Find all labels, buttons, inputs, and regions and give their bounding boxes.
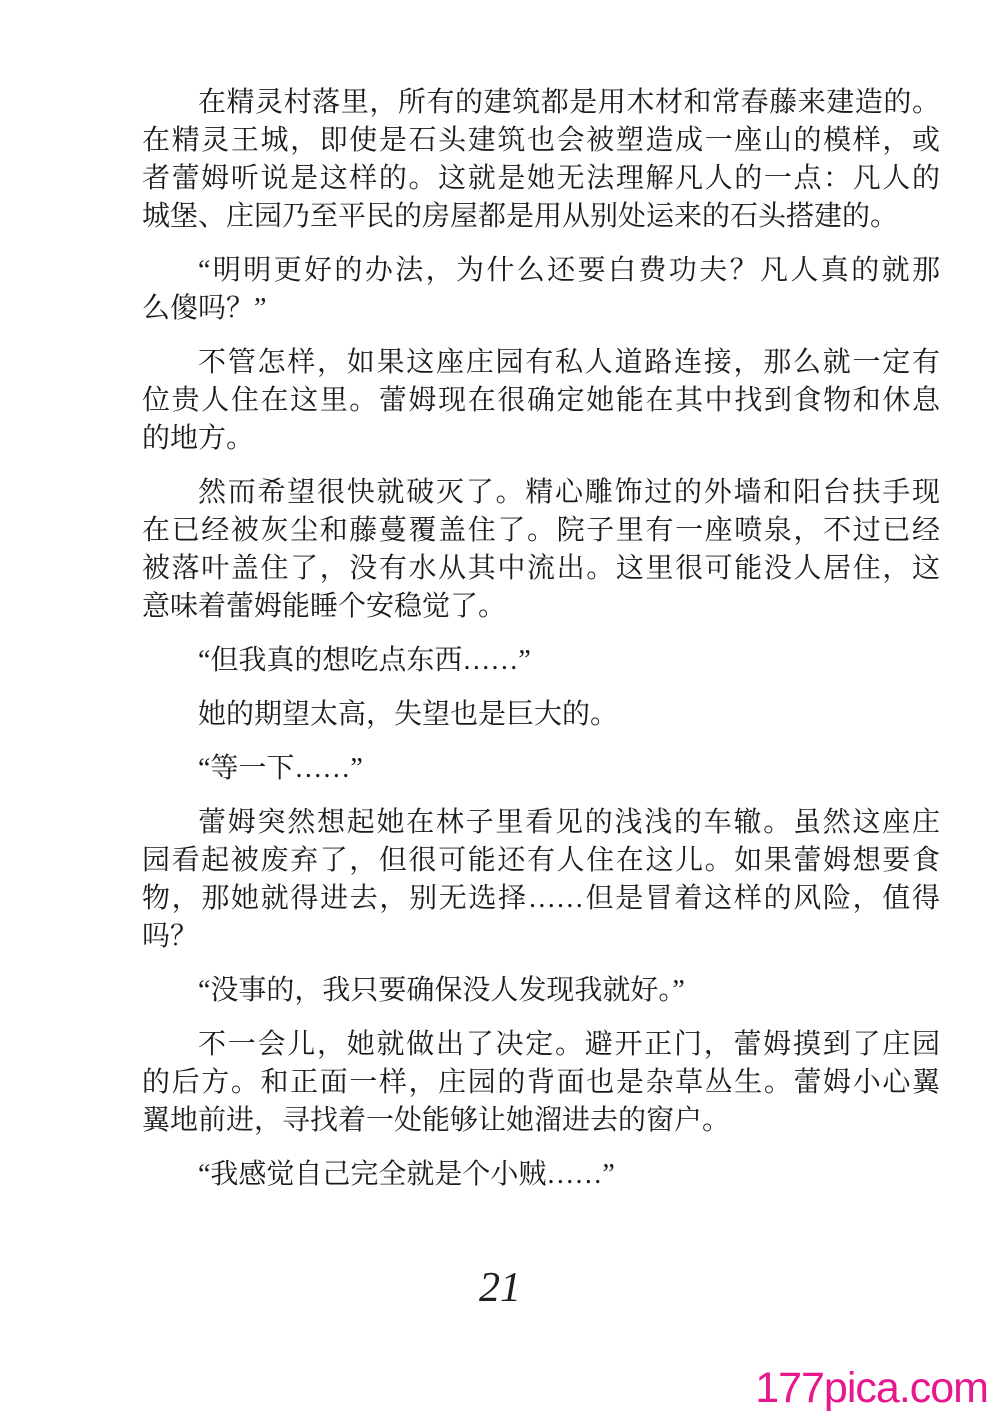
text-line: 她的期望太高，失望也是巨大的。 — [198, 699, 619, 730]
text-line: “等一下……” — [198, 753, 363, 784]
text-line: 在精灵村落里，所有的建筑都是用木材和常春藤来建造的。 — [198, 87, 940, 118]
text-line: 然而希望很快就破灭了。精心雕饰过的外墙和阳台扶手现 — [198, 477, 940, 508]
text-line: 么傻吗？” — [142, 293, 267, 324]
paragraph — [142, 696, 940, 734]
text-line: “但我真的想吃点东西……” — [198, 645, 531, 676]
text-line: “没事的，我只要确保没人发现我就好。” — [198, 975, 685, 1006]
text-line: 在已经被灰尘和藤蔓覆盖住了。院子里有一座喷泉，不过已经 — [142, 515, 940, 546]
paragraph — [142, 750, 940, 788]
text-line: 被落叶盖住了，没有水从其中流出。这里很可能没人居住，这 — [142, 553, 940, 584]
text-line: 的地方。 — [142, 423, 255, 454]
text-line: 城堡、庄园乃至平民的房屋都是用从别处运来的石头搭建的。 — [142, 201, 899, 232]
text-line: “明明更好的办法，为什么还要白费功夫？凡人真的就那 — [198, 255, 940, 286]
text-line: “我感觉自己完全就是个小贼……” — [198, 1159, 615, 1190]
text-line: 园看起被废弃了，但很可能还有人住在这儿。如果蕾姆想要食 — [142, 845, 940, 876]
text-line: 蕾姆突然想起她在林子里看见的浅浅的车辙。虽然这座庄 — [198, 807, 940, 838]
text-line: 物，那她就得进去，别无选择……但是冒着这样的风险，值得 — [142, 883, 940, 914]
paragraph — [142, 804, 940, 956]
paragraph — [142, 84, 940, 236]
paragraph — [142, 344, 940, 458]
text-line: 的后方。和正面一样，庄园的背面也是杂草丛生。蕾姆小心翼 — [142, 1067, 940, 1098]
paragraph — [142, 642, 940, 680]
text-line: 在精灵王城，即使是石头建筑也会被塑造成一座山的模样，或 — [142, 125, 940, 156]
text-line: 意味着蕾姆能睡个安稳觉了。 — [142, 591, 507, 622]
text-line: 不管怎样，如果这座庄园有私人道路连接，那么就一定有 — [198, 347, 940, 378]
paragraph — [142, 1156, 940, 1194]
watermark: 177pica.com — [755, 1364, 988, 1412]
text-line: 位贵人住在这里。蕾姆现在很确定她能在其中找到食物和休息 — [142, 385, 940, 416]
page-text — [142, 84, 940, 1210]
paragraph — [142, 252, 940, 328]
paragraph — [142, 972, 940, 1010]
text-line: 吗？ — [142, 921, 199, 952]
paragraph — [142, 474, 940, 626]
text-line: 不一会儿，她就做出了决定。避开正门，蕾姆摸到了庄园 — [198, 1029, 940, 1060]
text-line: 者蕾姆听说是这样的。这就是她无法理解凡人的一点：凡人的 — [142, 163, 940, 194]
paragraph — [142, 1026, 940, 1140]
text-line: 翼地前进，寻找着一处能够让她溜进去的窗户。 — [142, 1105, 731, 1136]
page-number: 21 — [479, 1265, 521, 1311]
